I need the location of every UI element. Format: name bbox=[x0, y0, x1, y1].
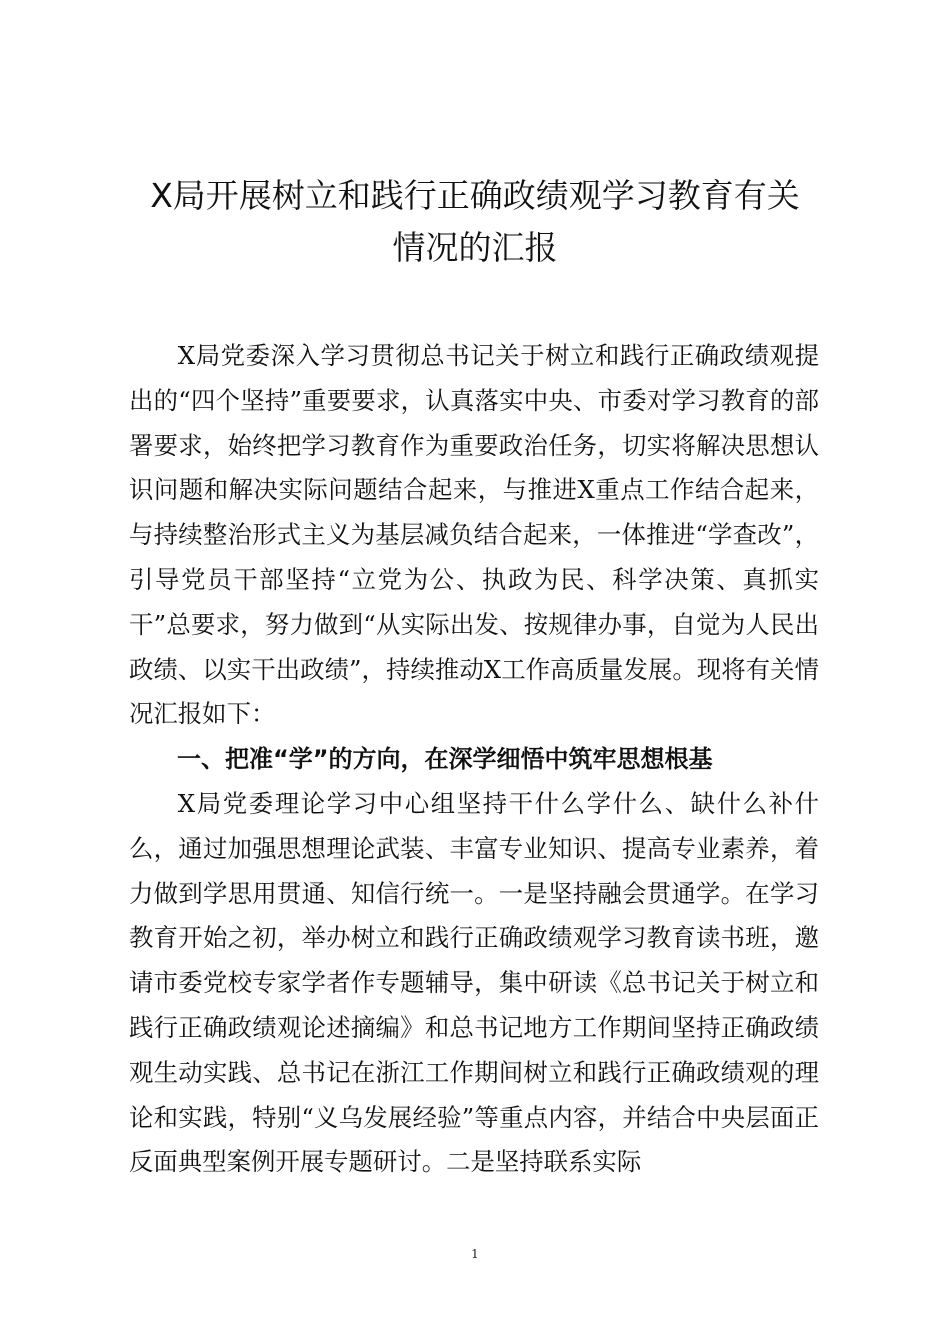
document-title-line-2: 情况的汇报 bbox=[392, 228, 558, 267]
intro-paragraph: X局党委深入学习贯彻总书记关于树立和践行正确政绩观提出的“四个坚持”重要要求，认真落实中央、市委对学习教育的部署要求，始终把学习教育作为重要政治任务，切实将解决思想认识问题和解决实际问题结合起来，与推进X重点工作结合起来，与持续整治形式主义为基层减负结合起来，一体推进“学查改”，引导党员干部坚持“立党为公、执政为民、科学决策、真抓实干”总要求，努力做到“从实际出发、按规律办事，自觉为人民出政绩、以实干出政绩”，持续推动X工作高质量发展。现将有关情况汇报如下： bbox=[129, 341, 819, 729]
document-title-line-1: X局开展树立和践行正确政绩观学习教育有关 bbox=[150, 176, 800, 215]
section-1-heading: 一、把准“学”的方向，在深学细悟中筑牢思想根基 bbox=[177, 745, 713, 774]
document-body bbox=[129, 334, 819, 1185]
section-1-paragraph: X局党委理论学习中心组坚持干什么学什么、缺什么补什么，通过加强思想理论武装、丰富专业知识、提高专业素养，着力做到学思用贯通、知信行统一。一是坚持融会贯通学。在学习教育开始之初，举办树立和践行正确政绩观学习教育读书班，邀请市委党校专家学者作专题辅导，集中研读《总书记关于树立和践行正确政绩观论述摘编》和总书记地方工作期间坚持正确政绩观生动实践、总书记在浙江工作期间树立和践行正确政绩观的理论和实践，特别“义乌发展经验”等重点内容，并结合中央层面正反面典型案例开展专题研讨。二是坚持联系实际 bbox=[129, 788, 819, 1177]
page-number: 1 bbox=[471, 1247, 479, 1261]
